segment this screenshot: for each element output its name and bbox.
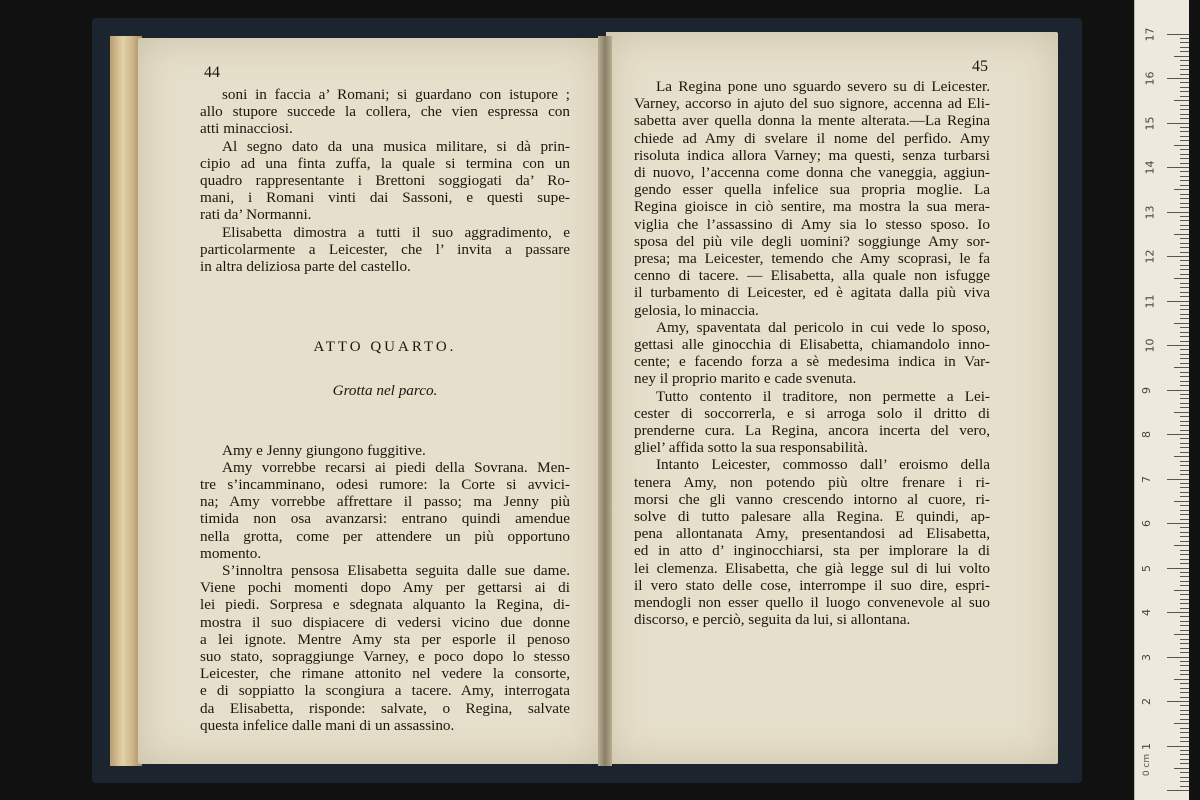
ruler-tick (1180, 772, 1189, 773)
ruler-tick (1167, 123, 1189, 124)
text-line: Amy, spaventata dal pericolo in cui vede lo sposo, (656, 318, 990, 336)
ruler-tick (1180, 665, 1189, 666)
ruler-tick (1174, 412, 1189, 413)
paragraph (200, 224, 570, 276)
ruler-number: 12 (1143, 249, 1157, 264)
text-line: sabetta aver quella donna la mente alterata.—La Regina (634, 112, 990, 130)
text-line: rati da’ Normanni. (200, 206, 312, 224)
text-line: il turbamento di Leicester, ed è agitata dalla più viva (634, 284, 990, 302)
ruler-tick (1180, 216, 1189, 217)
ruler-number: 14 (1143, 160, 1157, 175)
text-line: ed in atto d’ inginocchiarsi, sta per implorare la di (634, 542, 990, 560)
ruler-number: 2 (1140, 698, 1153, 705)
text-line: Amy e Jenny giungono fuggitive. (222, 441, 426, 459)
ruler-tick (1180, 225, 1189, 226)
ruler-number: 11 (1143, 294, 1157, 308)
text-line: Leicester, che rimane attonito nel vedere la consorte, (200, 665, 570, 683)
ruler-tick (1180, 487, 1189, 488)
ruler-tick (1174, 56, 1189, 57)
scene-heading: Grotta nel parco. (332, 382, 438, 400)
text-line: mani, i Romani vinti dai Sassoni, e questi supe- (200, 189, 570, 207)
ruler-number: 3 (1140, 653, 1153, 661)
paragraph (634, 319, 990, 388)
ruler-tick (1180, 421, 1189, 422)
paragraph (200, 459, 570, 562)
ruler-tick (1180, 714, 1189, 715)
ruler-tick (1180, 710, 1189, 711)
ruler-tick (1180, 292, 1189, 293)
ruler-tick (1180, 692, 1189, 693)
ruler-tick (1180, 376, 1189, 377)
text-line: morsi che gli vanno crescendo intorno al cuore, ri- (634, 490, 990, 508)
ruler-tick (1180, 180, 1189, 181)
ruler-tick (1174, 590, 1189, 591)
text-line: pena allontanata Amy, presentandosi ad Elisabetta, (634, 525, 990, 543)
ruler-tick (1167, 34, 1189, 35)
ruler-tick (1174, 456, 1189, 457)
ruler-tick (1180, 616, 1189, 617)
ruler-tick (1180, 305, 1189, 306)
ruler-tick (1180, 341, 1189, 342)
ruler-tick (1180, 220, 1189, 221)
ruler-tick (1167, 568, 1189, 569)
ruler-tick (1180, 550, 1189, 551)
ruler-tick (1180, 176, 1189, 177)
text-line: momento. (200, 544, 262, 562)
ruler-tick (1180, 149, 1189, 150)
ruler-tick (1180, 621, 1189, 622)
ruler-tick (1180, 576, 1189, 577)
ruler-tick (1180, 82, 1189, 83)
ruler-tick (1180, 625, 1189, 626)
ruler-tick (1180, 198, 1189, 199)
text-line: suo stato, sopraggiunge Varney, e poco dopo lo stesso (200, 648, 570, 666)
text-line: di nuovo, l’accenna come donna che vaneggia, aggiun- (634, 164, 990, 182)
ruler-tick (1180, 519, 1189, 520)
ruler-tick (1180, 332, 1189, 333)
ruler-unit-label: 0 cm (1142, 753, 1153, 777)
ruler-tick (1180, 269, 1189, 270)
ruler-tick (1180, 47, 1189, 48)
ruler-tick (1180, 38, 1189, 39)
ruler-tick (1180, 203, 1189, 204)
ruler-tick (1180, 470, 1189, 471)
text-line: il vero stato delle cose, interrompe il suo dire, espri- (634, 576, 990, 594)
ruler-tick (1167, 301, 1189, 302)
ruler-tick (1180, 608, 1189, 609)
ruler-tick (1180, 349, 1189, 350)
paragraph (634, 78, 990, 319)
ruler-tick (1167, 345, 1189, 346)
text-line: Amy vorrebbe recarsi ai piedi della Sovrana. Men- (222, 458, 570, 476)
ruler-tick (1167, 256, 1189, 257)
ruler-tick (1180, 492, 1189, 493)
text-line: particolarmente a Leicester, che l’ invita a passare (200, 240, 570, 258)
ruler-tick (1180, 385, 1189, 386)
text-line: quadro rappresentante i Brettoni soggiogati da’ Ro- (200, 172, 570, 190)
ruler-tick (1180, 741, 1189, 742)
text-line: risoluta indica allora Varney; ma questi, senza turbarsi (634, 146, 990, 164)
ruler-tick (1180, 759, 1189, 760)
ruler-tick (1180, 309, 1189, 310)
text-line: lei piedi. Sorpresa e sdegnata alquanto la Regina, di- (200, 596, 570, 614)
left-paragraphs-before (200, 86, 570, 275)
ruler-number: 1 (1140, 742, 1153, 750)
text-line: ney il proprio marito e cade svenuta. (634, 370, 857, 388)
ruler-tick (1180, 674, 1189, 675)
text-line: Regina gioisce in ciò sentire, ma mostra la sua mera- (634, 198, 990, 216)
text-line: gettasi alle ginocchia di Elisabetta, chiamandolo inno- (634, 336, 990, 354)
ruler-tick (1180, 403, 1189, 404)
ruler-tick (1180, 781, 1189, 782)
ruler-tick (1180, 639, 1189, 640)
ruler-tick (1180, 719, 1189, 720)
ruler-tick (1180, 581, 1189, 582)
ruler-tick (1180, 572, 1189, 573)
ruler-tick (1180, 118, 1189, 119)
text-line: da Elisabetta, risponde: salvate, o Regina, salvate (200, 699, 570, 717)
ruler-tick (1180, 541, 1189, 542)
ruler-tick (1180, 777, 1189, 778)
ruler-tick (1174, 234, 1189, 235)
ruler-tick (1180, 483, 1189, 484)
text-line: cenno di tacere. — Elisabetta, alla quale non isfugge (634, 267, 990, 285)
ruler-tick (1180, 372, 1189, 373)
ruler-tick (1180, 51, 1189, 52)
ruler-tick (1180, 358, 1189, 359)
ruler-number: 13 (1143, 205, 1157, 219)
ruler-tick (1180, 643, 1189, 644)
text-line: gelosia, lo minaccia. (634, 301, 759, 319)
ruler-tick (1180, 532, 1189, 533)
ruler-tick (1180, 416, 1189, 417)
ruler-tick (1174, 367, 1189, 368)
ruler-tick (1180, 127, 1189, 128)
ruler-tick (1180, 42, 1189, 43)
ruler-tick (1180, 705, 1189, 706)
text-line: chiede ad Amy di svelare il nome del perfido. Amy (634, 129, 990, 147)
ruler-tick (1180, 194, 1189, 195)
ruler-tick (1180, 732, 1189, 733)
ruler-tick (1167, 523, 1189, 524)
left-page-text (200, 86, 570, 734)
text-line: Al segno dato da una musica militare, si dà prin- (222, 137, 570, 155)
ruler-tick (1180, 65, 1189, 66)
ruler-number: 16 (1143, 71, 1157, 86)
ruler-tick (1180, 750, 1189, 751)
ruler-number: 6 (1140, 520, 1153, 527)
ruler-tick (1180, 786, 1189, 787)
ruler-tick (1180, 243, 1189, 244)
text-line: timida non osa avanzarsi: entrano quindi amendue (200, 510, 570, 528)
ruler-tick (1167, 701, 1189, 702)
text-line: allo stupore succede la collera, che vien espressa con (200, 103, 570, 121)
measurement-ruler (1134, 0, 1189, 800)
ruler-number: 5 (1140, 564, 1153, 572)
ruler-tick (1180, 443, 1189, 444)
ruler-tick (1180, 536, 1189, 537)
ruler-tick (1180, 74, 1189, 75)
paragraph (634, 456, 990, 628)
ruler-tick (1180, 154, 1189, 155)
ruler-tick (1180, 670, 1189, 671)
ruler-tick (1180, 91, 1189, 92)
ruler-tick (1174, 723, 1189, 724)
ruler-tick (1180, 314, 1189, 315)
ruler-tick (1174, 679, 1189, 680)
ruler-tick (1180, 87, 1189, 88)
ruler-tick (1180, 496, 1189, 497)
text-line: Elisabetta dimostra a tutti il suo aggradimento, e (222, 223, 570, 241)
ruler-tick (1180, 163, 1189, 164)
ruler-tick (1180, 69, 1189, 70)
act-heading: ATTO QUARTO. (313, 339, 457, 356)
ruler-number: 4 (1140, 609, 1153, 616)
ruler-tick (1180, 630, 1189, 631)
ruler-tick (1174, 768, 1189, 769)
text-line: mostra il suo dispiacere di vedersi vicino due donne (200, 613, 570, 631)
ruler-tick (1180, 514, 1189, 515)
ruler-tick (1180, 109, 1189, 110)
ruler-tick (1180, 136, 1189, 137)
ruler-tick (1174, 634, 1189, 635)
ruler-tick (1180, 114, 1189, 115)
ruler-tick (1180, 430, 1189, 431)
ruler-tick (1180, 465, 1189, 466)
ruler-tick (1180, 447, 1189, 448)
text-line: sposa del più vile degli uomini? soggiunge Amy sor- (634, 232, 990, 250)
book-gutter (598, 36, 612, 766)
ruler-tick (1180, 474, 1189, 475)
ruler-tick (1174, 100, 1189, 101)
ruler-tick (1180, 265, 1189, 266)
ruler-tick (1180, 505, 1189, 506)
ruler-tick (1180, 274, 1189, 275)
text-line: discorso, e perciò, seguita da lui, si allontana. (634, 611, 911, 629)
text-line: La Regina pone uno sguardo severo su di Leicester. (656, 78, 990, 95)
paragraph (634, 388, 990, 457)
paragraph (200, 138, 570, 224)
paragraph (200, 442, 570, 459)
text-line: Intanto Leicester, commosso dall’ eroismo della (656, 456, 990, 474)
ruler-tick (1180, 425, 1189, 426)
left-page-number: 44 (204, 64, 220, 81)
ruler-tick (1167, 657, 1189, 658)
ruler-tick (1180, 229, 1189, 230)
ruler-number: 7 (1140, 475, 1153, 483)
ruler-tick (1180, 287, 1189, 288)
ruler-tick (1180, 585, 1189, 586)
text-line: mendogli non esser quello il luogo convenevole al suo (634, 594, 990, 612)
ruler-tick (1174, 501, 1189, 502)
text-line: S’innoltra pensosa Elisabetta seguita dalle sue dame. (222, 562, 570, 580)
text-line: presa; ma Leicester, temendo che Amy scoprasi, le fa (634, 250, 990, 268)
paragraph (200, 562, 570, 734)
ruler-tick (1180, 296, 1189, 297)
ruler-tick (1180, 407, 1189, 408)
ruler-tick (1167, 212, 1189, 213)
ruler-tick (1180, 140, 1189, 141)
ruler-tick (1180, 381, 1189, 382)
text-line: cente; e facendo forza a sè medesima indica in Var- (634, 353, 990, 371)
ruler-tick (1180, 737, 1189, 738)
ruler-tick (1180, 207, 1189, 208)
text-line: questa infelice dalle mani di un assassino. (200, 716, 455, 734)
ruler-number: 17 (1143, 27, 1157, 41)
ruler-tick (1180, 652, 1189, 653)
ruler-tick (1180, 594, 1189, 595)
text-line: tenera Amy, non potendo più oltre frenare i ri- (634, 473, 990, 491)
ruler-tick (1180, 563, 1189, 564)
ruler-tick (1174, 545, 1189, 546)
ruler-tick (1180, 728, 1189, 729)
ruler-tick (1174, 323, 1189, 324)
text-line: a lei ignote. Mentre Amy sta per esporle il penoso (200, 630, 570, 648)
ruler-tick (1180, 96, 1189, 97)
ruler-tick (1180, 599, 1189, 600)
ruler-tick (1180, 247, 1189, 248)
text-line: atti minacciosi. (200, 120, 293, 138)
ruler-tick (1167, 746, 1189, 747)
ruler-tick (1180, 661, 1189, 662)
ruler-number: 15 (1143, 116, 1157, 130)
ruler-tick (1167, 612, 1189, 613)
ruler-tick (1180, 336, 1189, 337)
ruler-tick (1180, 559, 1189, 560)
ruler-number: 10 (1143, 338, 1157, 353)
ruler-tick (1180, 697, 1189, 698)
ruler-tick (1180, 283, 1189, 284)
ruler-tick (1180, 318, 1189, 319)
ruler-number: 9 (1140, 386, 1153, 394)
ruler-tick (1180, 327, 1189, 328)
text-line: solve di tutto palesare alla Regina. E quindi, ap- (634, 508, 990, 526)
ruler-tick (1180, 683, 1189, 684)
ruler-tick (1180, 354, 1189, 355)
ruler-tick (1167, 78, 1189, 79)
ruler-tick (1180, 363, 1189, 364)
ruler-tick (1180, 394, 1189, 395)
ruler-tick (1180, 158, 1189, 159)
ruler-tick (1180, 648, 1189, 649)
text-line: viglia che l’assassino di Amy sia lo stesso sposo. Io (634, 215, 990, 233)
text-line: Viene pochi momenti dopo Amy per gettarsi ai di (200, 579, 570, 597)
ruler-tick (1180, 554, 1189, 555)
text-line: gliel’ affida sotto la sua responsabilità. (634, 439, 868, 457)
ruler-number: 8 (1140, 431, 1153, 438)
ruler-tick (1180, 461, 1189, 462)
text-line: prenderne cura. La Regina, ancora incerta del vero, (634, 422, 990, 440)
text-line: cipio ad una finta zuffa, la quale si termina con un (200, 154, 570, 172)
text-line: in altra deliziosa parte del castello. (200, 258, 411, 276)
ruler-tick (1180, 260, 1189, 261)
ruler-tick (1180, 60, 1189, 61)
text-line: cester di soccorrerla, e si arroga solo il dritto di (634, 404, 990, 422)
ruler-tick (1180, 603, 1189, 604)
text-line: lei clemenza. Elisabetta, che già legge sul di lui volto (634, 559, 990, 577)
ruler-tick (1174, 189, 1189, 190)
right-page-number: 45 (972, 58, 988, 75)
ruler-tick (1180, 452, 1189, 453)
ruler-tick (1174, 278, 1189, 279)
ruler-tick (1180, 171, 1189, 172)
ruler-tick (1167, 167, 1189, 168)
paragraph (200, 86, 570, 138)
text-line: na; Amy vorrebbe affrettare il passo; ma Jenny più (200, 493, 570, 511)
left-paragraphs-after (200, 442, 570, 734)
ruler-tick (1167, 790, 1189, 791)
ruler-tick (1167, 434, 1189, 435)
ruler-tick (1180, 252, 1189, 253)
ruler-tick (1167, 479, 1189, 480)
ruler-tick (1180, 688, 1189, 689)
text-line: tre s’incamminano, odesi rumore: la Corte si avvici- (200, 476, 570, 494)
right-page-text (634, 78, 990, 629)
ruler-tick (1180, 510, 1189, 511)
ruler-tick (1180, 754, 1189, 755)
ruler-tick (1180, 398, 1189, 399)
ruler-tick (1180, 105, 1189, 106)
text-line: gendo esser quella infelice sua propria moglie. La (634, 181, 990, 199)
text-line: soni in faccia a’ Romani; si guardano con istupore ; (222, 86, 570, 103)
text-line: nella grotta, come per attendere un più opportuno (200, 527, 570, 545)
ruler-tick (1180, 131, 1189, 132)
text-line: e di soppiatto la scongiura a tacere. Amy, interrogata (200, 682, 570, 700)
text-line: Tutto contento il traditore, non permette a Lei- (656, 387, 990, 405)
ruler-tick (1180, 763, 1189, 764)
text-line: Varney, accorso in ajuto del suo signore, accenna ad Eli- (634, 95, 990, 113)
ruler-tick (1174, 145, 1189, 146)
ruler-tick (1180, 438, 1189, 439)
ruler-tick (1180, 527, 1189, 528)
ruler-tick (1180, 185, 1189, 186)
ruler-tick (1167, 390, 1189, 391)
ruler-tick (1180, 238, 1189, 239)
